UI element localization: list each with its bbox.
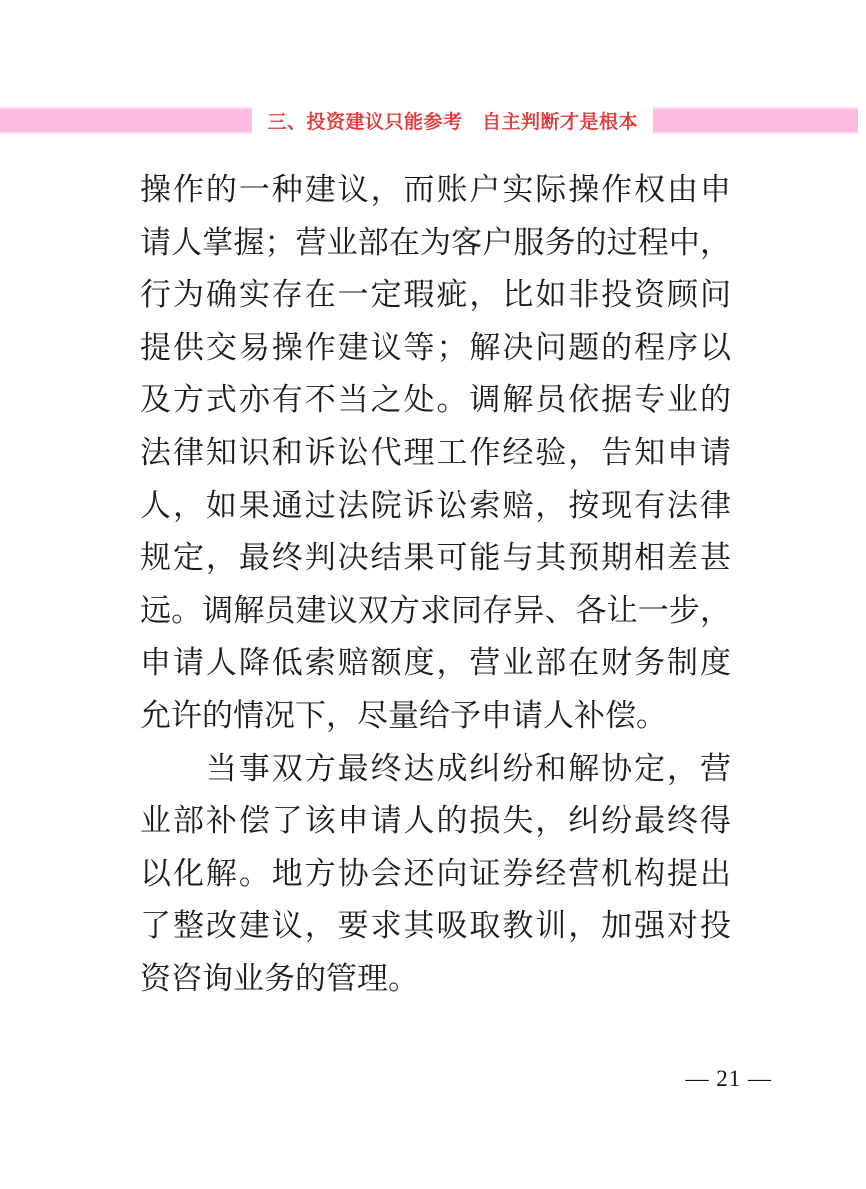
body-line: 业部补偿了该申请人的损失，纠纷最终得 [140,803,731,839]
body-line: 当事双方最终达成纠纷和解协定，营 [140,750,731,786]
body-line: 了整改建议，要求其吸取教训，加强对投 [140,908,731,944]
body-line: 行为确实存在一定瑕疵，比如非投资顾问 [140,277,731,313]
body-line: 申请人降低索赔额度，营业部在财务制度 [140,645,731,681]
body-line: 规定，最终判决结果可能与其预期相差甚 [140,540,731,576]
body-line: 远。调解员建议双方求同存异、各让一步， [140,592,731,628]
body-text [140,164,731,1006]
body-line: 及方式亦有不当之处。调解员依据专业的 [140,382,731,418]
body-line: 法律知识和诉讼代理工作经验，告知申请 [140,434,731,470]
body-line: 允许的情况下，尽量给予申请人补偿。 [140,697,667,733]
page-number: — 21 — [685,1066,772,1091]
body-line: 提供交易操作建议等；解决问题的程序以 [140,329,731,365]
chapter-title-box [252,107,653,134]
header-band-right-segment [653,107,858,134]
body-line: 人，如果通过法院诉讼索赔，按现有法律 [140,487,731,523]
body-line: 资咨询业务的管理。 [140,960,419,996]
header-band-left-segment [0,107,252,134]
body-line: 操作的一种建议，而账户实际操作权由申 [140,172,731,207]
body-line: 请人掌握；营业部在为客户服务的过程中， [140,224,731,260]
chapter-title: 三、投资建议只能参考 自主判断才是根本 [267,112,638,133]
chapter-header-band [0,107,858,134]
body-line: 以化解。地方协会还向证券经营机构提出 [140,855,731,891]
